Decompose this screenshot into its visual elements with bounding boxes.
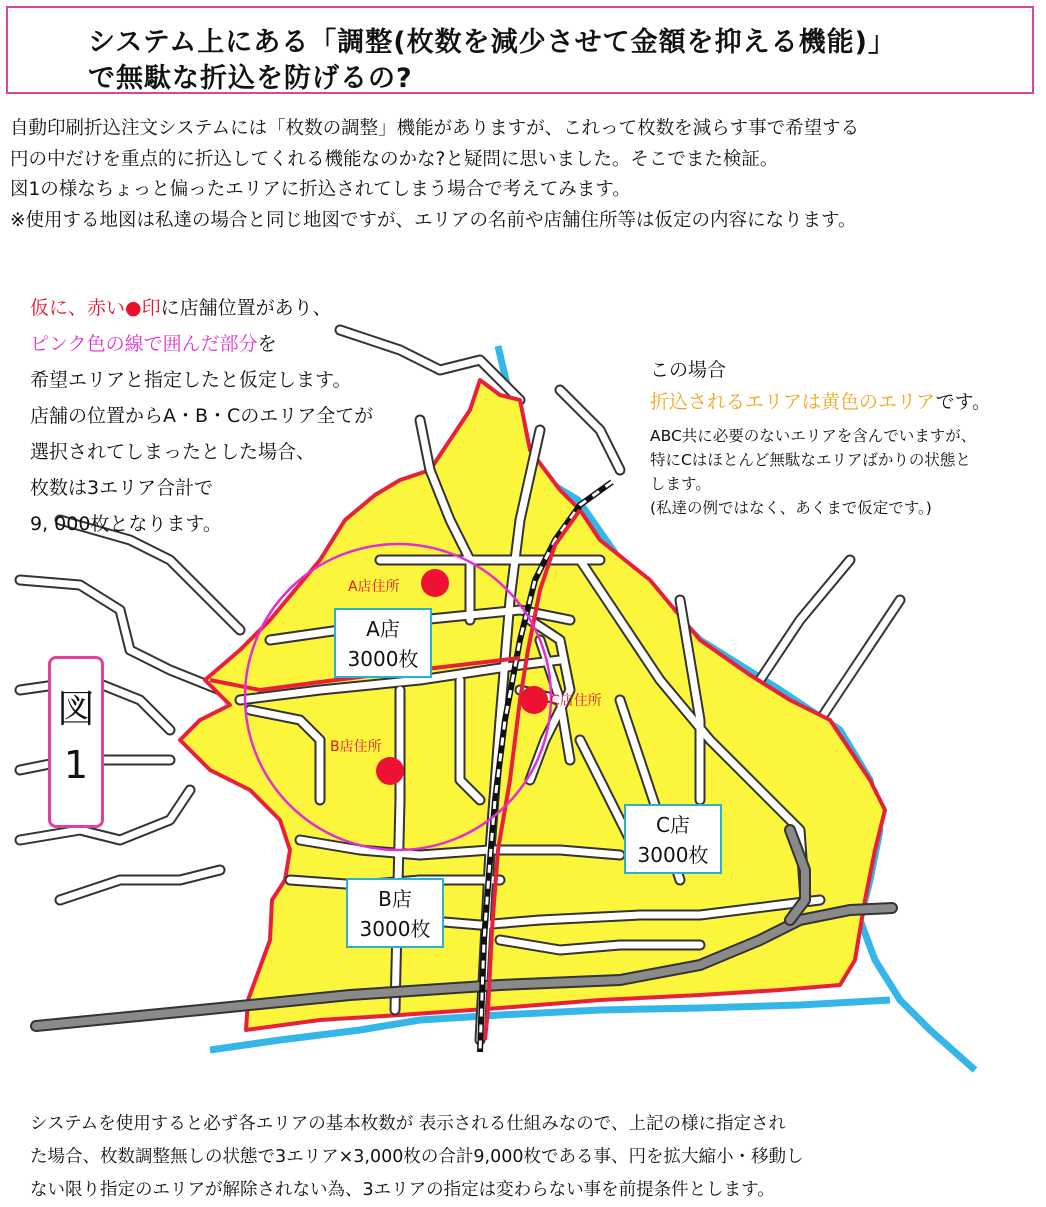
intro-line: ※使用する地図は私達の場合と同じ地図ですが、エリアの名前や店舗住所等は仮定の内容になります。: [10, 209, 857, 231]
store-b-name: B店: [378, 887, 412, 911]
condition-red-text: 仮に、赤い: [30, 297, 126, 319]
result-text-tail: です。: [935, 391, 992, 413]
intro-line: 図1の様なちょっと偏ったエリアに折込されてしまう場合で考えてみます。: [10, 179, 631, 200]
conditions-text: [30, 290, 373, 542]
condition-text: に店舗位置があり、: [160, 297, 332, 319]
store-c-name: C店: [656, 813, 690, 837]
conditions-line-6: 枚数は3エリア合計で: [30, 477, 214, 499]
condition-mark-text: 印: [141, 297, 161, 319]
footer-line: システムを使用すると必ず各エリアの基本枚数が 表示される仕組みなので、上記の様に指定され: [30, 1114, 786, 1134]
intro-line: 円の中だけを重点的に折込してくれる機能なのかな?と疑問に思いました。そこでまた検証。: [10, 148, 779, 170]
footer-line: た場合、枚数調整無しの状態で3エリア×3,000枚の合計9,000枚である事、円を拡大縮小・移動し: [30, 1147, 804, 1167]
conditions-line-1: [30, 290, 373, 326]
store-a-name: A店: [366, 617, 400, 641]
figure-label-line-2: 1: [63, 743, 89, 787]
footer-paragraph: [30, 1108, 804, 1207]
note-line: (私達の例ではなく、あくまで仮定です。): [650, 499, 932, 517]
red-dot-icon: ●: [125, 297, 142, 319]
note-line: します。: [650, 475, 711, 493]
store-b-dot: [376, 757, 404, 785]
note-text: [650, 424, 976, 520]
store-c-box: [624, 804, 722, 874]
store-c-count: 3000枚: [637, 843, 709, 867]
store-b-address-label: B店住所: [330, 739, 382, 755]
condition-text: を: [257, 333, 277, 355]
title-line-2: で無駄な折込を防げるの?: [88, 63, 413, 94]
store-b-count: 3000枚: [359, 917, 431, 941]
footer-line: ない限り指定のエリアが解除されない為、3エリアの指定は変わらない事を前提条件とします。: [30, 1180, 775, 1200]
conditions-line-7: 9, 000枚となります。: [30, 513, 222, 535]
figure-label: [48, 656, 104, 828]
result-text: [650, 354, 991, 418]
store-a-dot: [421, 569, 449, 597]
result-orange-text: 折込されるエリアは黄色のエリア: [650, 391, 936, 413]
note-line: ABC共に必要のないエリアを含んでいますが、: [650, 427, 977, 445]
store-a-box: [334, 608, 432, 678]
store-c-dot: [520, 686, 548, 714]
conditions-line-3: 希望エリアと指定したと仮定します。: [30, 369, 352, 391]
store-a-address-label: A店住所: [348, 579, 400, 595]
result-line-2: [650, 386, 991, 418]
intro-line: 自動印刷折込注文システムには「枚数の調整」機能がありますが、これって枚数を減らす事で希望する: [10, 118, 860, 139]
store-c-address-label: C店住所: [550, 693, 602, 709]
store-a-count: 3000枚: [347, 647, 419, 671]
conditions-line-5: 選択されてしまったとした場合、: [30, 441, 316, 463]
figure-label-line-1: 図: [56, 687, 95, 731]
conditions-line-2: [30, 326, 373, 362]
conditions-line-4: 店舗の位置からA・B・Cのエリア全てが: [30, 405, 374, 427]
note-line: 特にCはほとんど無駄なエリアばかりの状態と: [650, 451, 971, 469]
title-line-1: システム上にある「調整(枚数を減少させて金額を抑える機能)」: [88, 27, 896, 58]
store-b-box: [346, 878, 444, 948]
condition-pink-text: ピンク色の線で囲んだ部分: [30, 333, 258, 355]
result-line-1: この場合: [650, 359, 727, 381]
